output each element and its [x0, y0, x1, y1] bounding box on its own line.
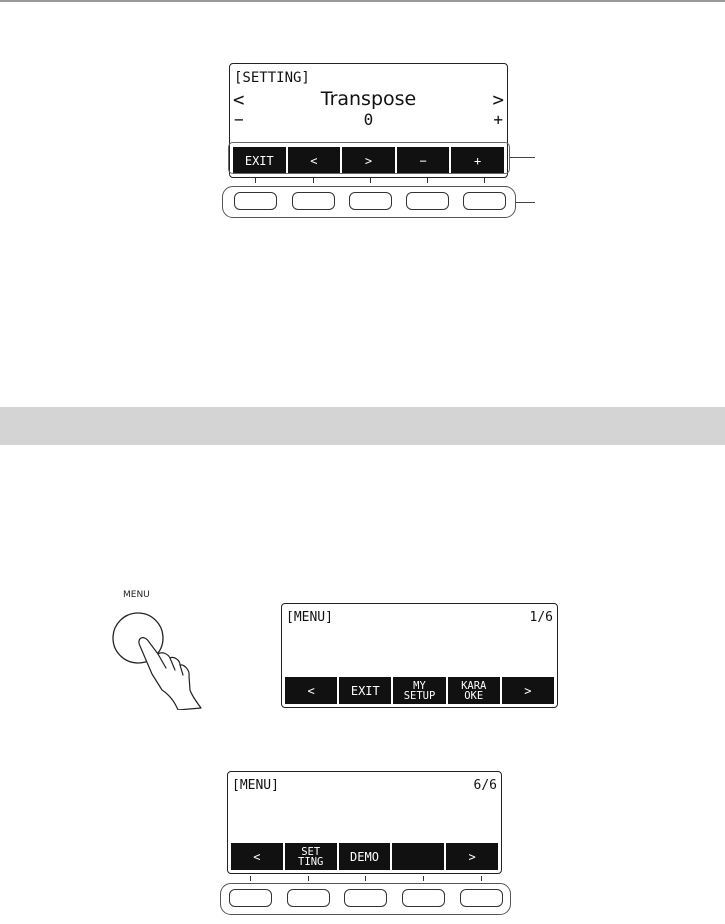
menu-button-press-illustration — [100, 600, 210, 710]
page-indicator: 6/6 — [473, 778, 497, 793]
tick — [255, 178, 256, 183]
menu-lcd-screen-page6 — [227, 771, 502, 874]
softkey-previous: < — [285, 677, 337, 704]
softkey-increase: + — [451, 147, 504, 174]
physical-button-panel — [222, 186, 516, 218]
panel-button-3[interactable] — [349, 192, 392, 210]
panel-button-3[interactable] — [344, 889, 387, 907]
softkey-callout-line — [510, 157, 535, 158]
plus-icon: + — [493, 110, 503, 129]
softkey-line: KARA — [461, 679, 487, 692]
tick — [370, 178, 371, 183]
hand-icon — [139, 638, 201, 710]
right-arrow-icon: > — [492, 89, 504, 111]
softkey-next: > — [342, 147, 395, 174]
page-indicator: 1/6 — [529, 610, 553, 625]
tick — [423, 876, 424, 881]
softkey-decrease: − — [397, 147, 450, 174]
softkey-next: > — [502, 677, 554, 704]
tick — [365, 876, 366, 881]
softkey-exit: EXIT — [233, 147, 286, 174]
panel-button-5[interactable] — [460, 889, 503, 907]
tick — [481, 876, 482, 881]
panel-button-1[interactable] — [234, 192, 277, 210]
softkey-line: SETUP — [403, 689, 436, 702]
panel-button-4[interactable] — [406, 192, 449, 210]
softkey-previous: < — [288, 147, 341, 174]
tick — [484, 178, 485, 183]
softkey-exit: EXIT — [339, 677, 391, 704]
softkey-karaoke — [448, 677, 500, 704]
panel-button-2[interactable] — [292, 192, 335, 210]
left-arrow-icon: < — [233, 89, 245, 111]
softkey-line: OKE — [464, 689, 484, 702]
setting-title: Transpose — [320, 88, 417, 110]
softkey-highlight-frame — [228, 142, 510, 174]
tick — [308, 876, 309, 881]
lcd-header: [SETTING] — [234, 70, 310, 86]
softkey-my-setup — [393, 677, 445, 704]
softkey-row — [285, 677, 554, 704]
softkey-line: MY — [413, 679, 426, 692]
softkey-previous: < — [231, 843, 283, 870]
softkey-blank — [392, 843, 444, 870]
tick — [313, 178, 314, 183]
softkey-next: > — [446, 843, 498, 870]
section-header-band — [0, 407, 725, 445]
panel-button-1[interactable] — [229, 889, 272, 907]
lcd-header: [MENU] — [286, 610, 333, 625]
panel-button-5[interactable] — [463, 192, 506, 210]
top-rule — [0, 0, 725, 2]
minus-icon: − — [234, 110, 244, 129]
menu-lcd-screen-page1 — [281, 603, 558, 708]
menu-button-label: MENU — [123, 590, 150, 600]
softkey-row — [231, 843, 498, 870]
tick — [250, 876, 251, 881]
physical-button-panel — [220, 883, 511, 915]
softkey-line: SET — [301, 845, 321, 858]
lcd-header: [MENU] — [232, 778, 279, 793]
panel-button-4[interactable] — [402, 889, 445, 907]
softkey-demo: DEMO — [339, 843, 391, 870]
softkey-line: TING — [298, 855, 324, 868]
tick — [427, 178, 428, 183]
button-callout-line — [516, 202, 535, 203]
setting-value: 0 — [363, 110, 374, 129]
panel-button-2[interactable] — [287, 889, 330, 907]
softkey-setting — [285, 843, 337, 870]
